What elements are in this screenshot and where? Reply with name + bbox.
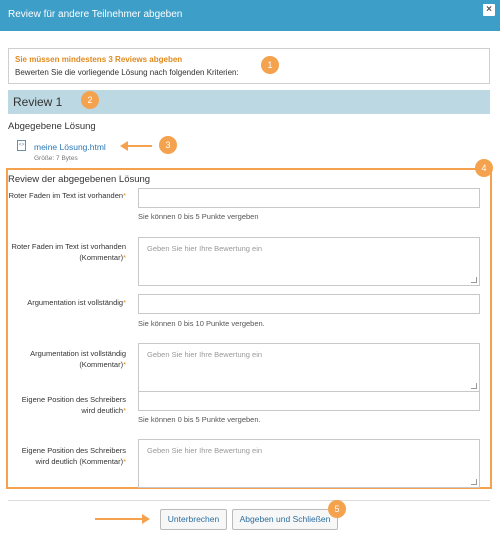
annotation-arrow-left-icon	[127, 145, 152, 147]
footer-divider	[8, 500, 490, 501]
close-icon[interactable]: ×	[483, 4, 495, 16]
info-box	[8, 48, 490, 84]
field-label-argumentation: Argumentation ist vollständig*	[27, 298, 126, 307]
field-label-position-comment: Eigene Position des Schreibers wird deutlich (Kommentar)*	[21, 446, 126, 466]
file-link[interactable]: meine Lösung.html	[34, 142, 106, 152]
points-hint-thread: Sie können 0 bis 5 Punkte vergeben	[138, 212, 259, 221]
criteria-description: Bewerten Sie die vorliegende Lösung nach folgenden Kriterien:	[15, 68, 239, 77]
points-input-thread[interactable]	[138, 188, 480, 208]
review-section-title: Review der abgegebenen Lösung	[8, 174, 151, 185]
annotation-badge-1: 1	[261, 56, 279, 74]
points-input-argumentation[interactable]	[138, 294, 480, 314]
comment-textarea-position[interactable]: Geben Sie hier Ihre Bewertung ein	[138, 439, 480, 488]
file-size: Größe: 7 Bytes	[34, 155, 78, 162]
field-label-thread-comment: Roter Faden im Text ist vorhanden (Kommentar)*	[11, 242, 126, 262]
annotation-badge-3: 3	[159, 136, 177, 154]
html-file-icon: <>	[17, 140, 26, 151]
points-hint-position: Sie können 0 bis 5 Punkte vergeben.	[138, 415, 261, 424]
dialog-titlebar	[0, 0, 500, 31]
review-heading: Review 1	[13, 95, 63, 109]
annotation-badge-2: 2	[81, 91, 99, 109]
submit-close-button[interactable]: Abgeben und Schließen	[232, 509, 338, 530]
field-label-thread: Roter Faden im Text ist vorhanden*	[8, 191, 126, 200]
points-hint-argumentation: Sie können 0 bis 10 Punkte vergeben.	[138, 319, 265, 328]
field-label-position: Eigene Position des Schreibers wird deutlich*	[21, 395, 126, 415]
comment-textarea-thread[interactable]: Geben Sie hier Ihre Bewertung ein	[138, 237, 480, 286]
comment-textarea-argumentation[interactable]: Geben Sie hier Ihre Bewertung ein	[138, 343, 480, 392]
points-input-position[interactable]	[138, 391, 480, 411]
annotation-badge-4: 4	[475, 159, 493, 177]
dialog-title: Review für andere Teilnehmer abgeben	[8, 9, 183, 20]
annotation-arrow-right-icon	[95, 518, 143, 520]
interrupt-button[interactable]: Unterbrechen	[160, 509, 227, 530]
annotation-badge-5: 5	[328, 500, 346, 518]
warning-text: Sie müssen mindestens 3 Reviews abgeben	[15, 55, 183, 64]
submitted-section-title: Abgegebene Lösung	[8, 121, 96, 132]
field-label-argumentation-comment: Argumentation ist vollständig (Kommentar)*	[30, 349, 126, 369]
